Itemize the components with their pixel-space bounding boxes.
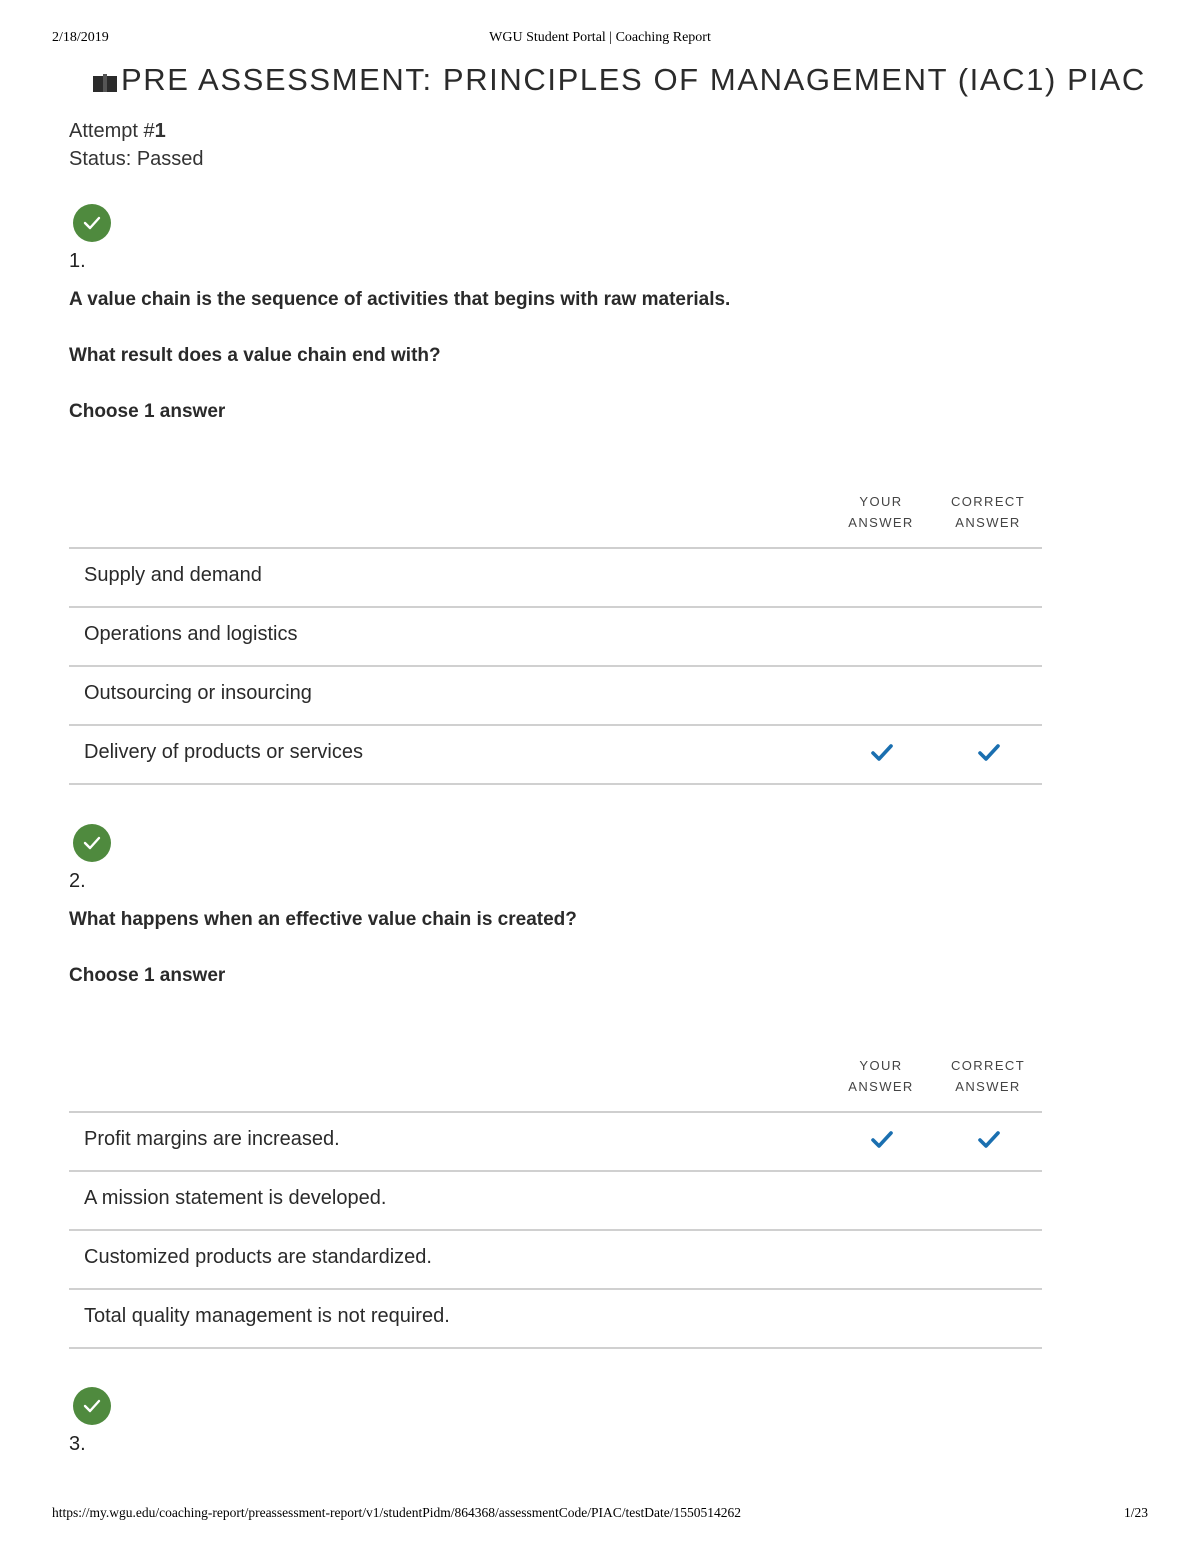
question-number: 3.: [69, 1433, 86, 1455]
checkmark-icon: [977, 743, 1001, 763]
your-answer-header-line2: ANSWER: [848, 515, 914, 530]
answer-option: [69, 608, 1042, 667]
your-answer-header-line1: YOUR: [859, 1058, 903, 1073]
attempt-info: [69, 117, 204, 173]
correct-answer-header-line2: ANSWER: [955, 515, 1021, 530]
attempt-label: Attempt #: [69, 120, 155, 142]
question-2: [69, 824, 1042, 1349]
answer-option: [69, 549, 1042, 608]
answer-option-text: Customized products are standardized.: [84, 1246, 432, 1268]
answer-option-text: A mission statement is developed.: [84, 1187, 387, 1209]
your-answer-header-line1: YOUR: [859, 494, 903, 509]
print-footer: [52, 1505, 1148, 1525]
page-number: 1/23: [1123, 1505, 1148, 1520]
question-prompt: A value chain is the sequence of activities that begins with raw materials.: [69, 289, 731, 310]
question-3: [69, 1387, 1042, 1456]
answer-option-text: Outsourcing or insourcing: [84, 682, 312, 704]
print-date: 2/18/2019: [52, 30, 109, 45]
checkmark-icon: [977, 1130, 1001, 1150]
answer-table: [69, 491, 1042, 785]
check-circle-icon: [73, 204, 111, 242]
your-answer-header: [831, 491, 931, 533]
answer-table: [69, 1055, 1042, 1349]
answer-option-text: Supply and demand: [84, 564, 262, 586]
page-title: [92, 62, 1146, 98]
correct-answer-header-line1: CORRECT: [950, 494, 1026, 509]
question-number: 1.: [69, 250, 86, 272]
checkmark-icon: [870, 1130, 894, 1150]
status-label: Status:: [69, 148, 132, 170]
correct-answer-header: [938, 1055, 1038, 1097]
answer-option-text: Profit margins are increased.: [84, 1128, 340, 1150]
answer-table-header: [69, 491, 1042, 549]
answer-option: [69, 1172, 1042, 1231]
attempt-line: [69, 117, 204, 145]
question-text: What result does a value chain end with?: [69, 345, 441, 366]
question-1: [69, 204, 1042, 785]
your-answer-header-line2: ANSWER: [848, 1079, 914, 1094]
answer-option: [69, 667, 1042, 726]
print-header: [52, 30, 1148, 50]
print-title: WGU Student Portal | Coaching Report: [489, 30, 711, 45]
answer-table-header: [69, 1055, 1042, 1113]
answer-option-text: Total quality management is not required.: [84, 1305, 450, 1327]
status-line: [69, 145, 204, 173]
answer-option: [69, 1290, 1042, 1349]
answer-option: [69, 726, 1042, 785]
check-circle-icon: [73, 1387, 111, 1425]
question-number: 2.: [69, 870, 86, 892]
choose-instruction: Choose 1 answer: [69, 401, 226, 422]
question-text: What happens when an effective value chain is created?: [69, 909, 577, 930]
print-url: https://my.wgu.edu/coaching-report/preassessment-report/v1/studentPidm/864368/assessmentCode/PIAC/testDate/1550514262: [52, 1505, 742, 1520]
answer-option: [69, 1231, 1042, 1290]
correct-answer-header-line1: CORRECT: [950, 1058, 1026, 1073]
checkmark-icon: [870, 743, 894, 763]
answer-option-text: Operations and logistics: [84, 623, 298, 645]
answer-option: [69, 1113, 1042, 1172]
correct-answer-header-line2: ANSWER: [955, 1079, 1021, 1094]
attempt-number: 1: [154, 120, 166, 142]
your-answer-header: [831, 1055, 931, 1097]
assessment-title: PRE ASSESSMENT: PRINCIPLES OF MANAGEMENT (IAC1) PIAC: [121, 62, 1146, 97]
check-circle-icon: [73, 824, 111, 862]
choose-instruction: Choose 1 answer: [69, 965, 226, 986]
book-icon: [92, 71, 118, 93]
correct-answer-header: [938, 491, 1038, 533]
status-value: Passed: [136, 148, 204, 170]
answer-option-text: Delivery of products or services: [84, 741, 363, 763]
